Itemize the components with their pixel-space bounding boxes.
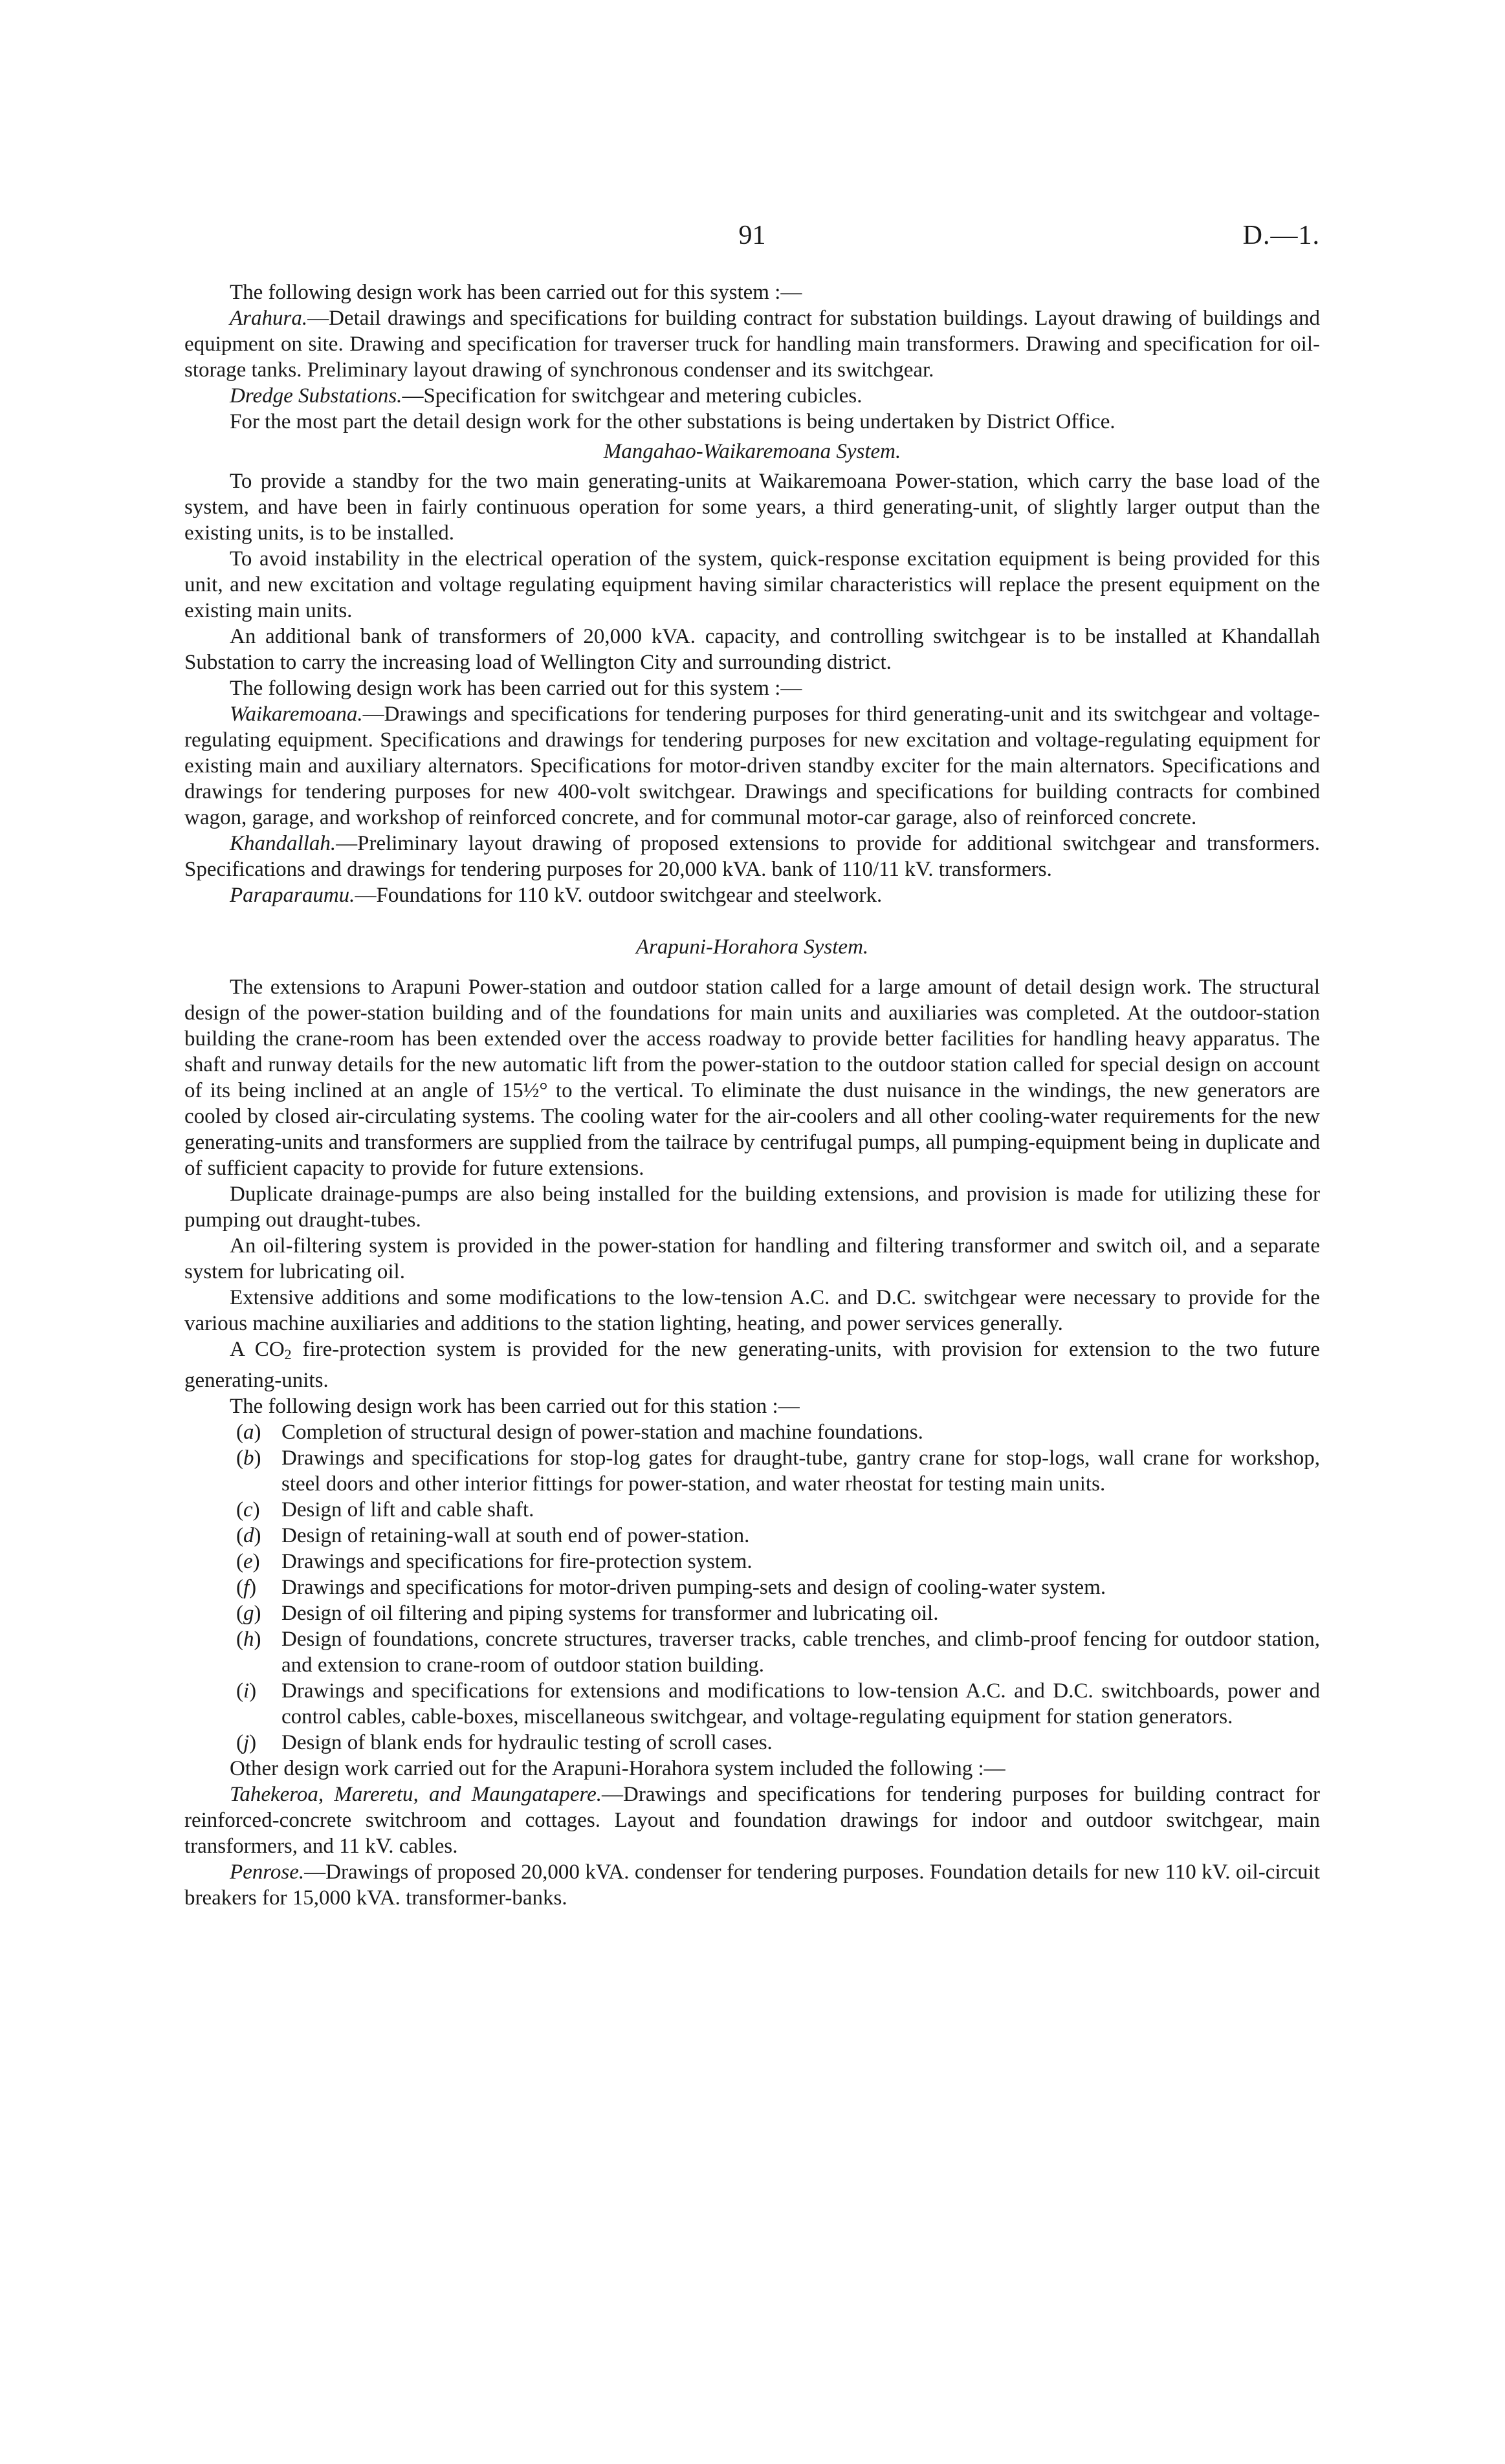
paragraph: The following design work has been carried out for this system :— xyxy=(230,677,802,700)
page-number: 91 xyxy=(738,221,766,250)
item-text: —Detail drawings and specifications for building contract for substation buildings. Layout drawing of buildings and equipment on site. Drawing and specification for traverser truck for handling main transformers. Drawing and specification for oil-storage tanks. Preliminary layout drawing of synchronous condenser and its switchgear. xyxy=(184,307,1320,382)
arahura-intro: The following design work has been carried out for this system :— xyxy=(230,281,802,304)
item-name: Waikaremoana. xyxy=(230,703,363,726)
list-intro: The following design work has been carried out for this station :— xyxy=(230,1395,800,1418)
section-heading-mangahao: Mangahao-Waikaremoana System. xyxy=(603,440,901,463)
paragraph: Extensive additions and some modifications to the low-tension A.C. and D.C. switchgear were necessary to provide for the various machine auxiliaries and additions to the station lighting, heating, and power services generally. xyxy=(184,1286,1320,1335)
item-text: —Drawings of proposed 20,000 kVA. condenser for tendering purposes. Foundation details for new 110 kV. oil-circuit breakers for 15,000 kVA. transformer-banks. xyxy=(184,1860,1320,1910)
list-label: (b) xyxy=(236,1446,261,1470)
list-item xyxy=(184,1730,1320,1756)
item-name: Tahekeroa, Mareretu, and Maungatapere. xyxy=(230,1783,602,1806)
paragraph: An additional bank of transformers of 20,000 kVA. capacity, and controlling switchgear is to be installed at Khandallah Substation to carry the increasing load of Wellington City and surrounding district. xyxy=(184,625,1320,674)
dredge-item xyxy=(184,383,1320,409)
document-code: D.—1. xyxy=(1242,221,1320,250)
list-item xyxy=(184,1626,1320,1678)
item-text: —Preliminary layout drawing of proposed extensions to provide for additional switchgear and transformers. Specifications and drawings for tendering purposes for 20,000 kVA. bank of 110/11 kV. transformers. xyxy=(184,832,1320,881)
list-item-text: Design of retaining-wall at south end of power-station. xyxy=(281,1524,750,1547)
co2-paragraph xyxy=(184,1336,1320,1393)
list-item-text: Design of oil filtering and piping systems for transformer and lubricating oil. xyxy=(281,1602,939,1625)
list-item xyxy=(184,1523,1320,1549)
list-item-text: Drawings and specifications for extensions and modifications to low-tension A.C. and D.C. switchboards, power and control cables, cable-boxes, miscellaneous switchgear, and voltage-regulating equipment for station generators. xyxy=(281,1679,1320,1728)
other-work-intro: Other design work carried out for the Arapuni-Horahora system included the following :— xyxy=(230,1757,1005,1780)
waikaremoana-item xyxy=(184,701,1320,831)
paragraph: The extensions to Arapuni Power-station and outdoor station called for a large amount of detail design work. The structural design of the power-station building and of the foundations for main units and auxiliaries was completed. At the outdoor-station building the crane-room has been extended over the access roadway to provide better facilities for handling heavy apparatus. The shaft and runway details for the new automatic lift from the power-station to the outdoor station called for special design on account of its being inclined at an angle of 15½° to the vertical. To eliminate the dust nuisance in the windings, the new generators are cooled by closed air-circulating systems. The cooling water for the air-coolers and all other cooling-water requirements for the new generating-units and transformers are supplied from the tailrace by centrifugal pumps, all pumping-equipment being in duplicate and of sufficient capacity to provide for future extensions. xyxy=(184,976,1320,1180)
list-item-text: Drawings and specifications for stop-log gates for draught-tube, gantry crane for stop-logs, wall crane for workshop, steel doors and other interior fittings for power-station, and water rheostat for testing main units. xyxy=(281,1446,1320,1496)
list-label: (c) xyxy=(236,1498,260,1521)
co2-text-end: fire-protection system is provided for the new generating-units, with provision for extension to the two future generating-units. xyxy=(184,1338,1320,1392)
list-item-text: Design of lift and cable shaft. xyxy=(281,1498,534,1521)
list-item xyxy=(184,1575,1320,1600)
list-label: (j) xyxy=(236,1731,257,1754)
list-item xyxy=(184,1497,1320,1523)
item-name: Dredge Substations. xyxy=(230,384,402,408)
khandallah-item xyxy=(184,831,1320,882)
list-item xyxy=(184,1445,1320,1497)
list-label: (d) xyxy=(236,1524,261,1547)
list-label: (g) xyxy=(236,1602,261,1625)
list-label: (a) xyxy=(236,1421,261,1444)
item-name: Khandallah. xyxy=(230,832,336,855)
co2-subscript: 2 xyxy=(284,1346,292,1362)
penrose-item xyxy=(184,1859,1320,1911)
body-text xyxy=(184,279,1320,1911)
list-item-text: Completion of structural design of power-station and machine foundations. xyxy=(281,1421,923,1444)
arahura-item xyxy=(184,305,1320,383)
paragraph: Duplicate drainage-pumps are also being installed for the building extensions, and provision is made for utilizing these for pumping out draught-tubes. xyxy=(184,1183,1320,1232)
design-work-list xyxy=(184,1419,1320,1756)
item-text: —Specification for switchgear and metering cubicles. xyxy=(402,384,862,408)
list-item xyxy=(184,1549,1320,1575)
list-label: (e) xyxy=(236,1550,260,1573)
list-item xyxy=(184,1419,1320,1445)
co2-text-start: A CO xyxy=(230,1338,285,1361)
list-item xyxy=(184,1600,1320,1626)
district-note: For the most part the detail design work for the other substations is being undertaken by District Office. xyxy=(230,410,1115,433)
paragraph: An oil-filtering system is provided in the power-station for handling and filtering transformer and switch oil, and a separate system for lubricating oil. xyxy=(184,1234,1320,1283)
list-item-text: Drawings and specifications for fire-protection system. xyxy=(281,1550,752,1573)
paraparaumu-item xyxy=(184,882,1320,908)
list-item xyxy=(184,1678,1320,1730)
list-item-text: Drawings and specifications for motor-driven pumping-sets and design of cooling-water system. xyxy=(281,1576,1106,1599)
item-name: Paraparaumu. xyxy=(230,884,355,907)
tahekeroa-item xyxy=(184,1782,1320,1859)
list-item-text: Design of blank ends for hydraulic testing of scroll cases. xyxy=(281,1731,773,1754)
page-header xyxy=(184,220,1320,259)
list-label: (f) xyxy=(236,1576,257,1599)
list-label: (h) xyxy=(236,1628,261,1651)
paragraph: To avoid instability in the electrical operation of the system, quick-response excitation equipment is being provided for this unit, and new excitation and voltage regulating equipment having similar characteristics will replace the present equipment on the existing main units. xyxy=(184,547,1320,622)
item-name: Penrose. xyxy=(230,1860,305,1884)
list-label: (i) xyxy=(236,1679,257,1703)
item-text: —Foundations for 110 kV. outdoor switchgear and steelwork. xyxy=(355,884,883,907)
paragraph: To provide a standby for the two main generating-units at Waikaremoana Power-station, which carry the base load of the system, and have been in fairly continuous operation for some years, a third generating-unit, of slightly larger output than the existing units, is to be installed. xyxy=(184,470,1320,545)
item-name: Arahura. xyxy=(230,307,308,330)
section-heading-arapuni: Arapuni-Horahora System. xyxy=(635,935,869,959)
item-text: —Drawings and specifications for tendering purposes for third generating-unit and its switchgear and voltage-regulating equipment. Specifications and drawings for tendering purposes for new excitation and voltage-regulating equipment for existing main and auxiliary alternators. Specifications for motor-driven standby exciter for the main alternators. Specifications and drawings for tendering purposes for new 400-volt switchgear. Drawings and specifications for building contracts for combined wagon, garage, and workshop of reinforced concrete, and for communal motor-car garage, also of reinforced concrete. xyxy=(184,703,1320,829)
list-item-text: Design of foundations, concrete structures, traverser tracks, cable trenches, and climb-proof fencing for outdoor station, and extension to crane-room of outdoor station building. xyxy=(281,1628,1320,1677)
item-text: —Drawings and specifications for tendering purposes for building contract for reinforced-concrete switchroom and cottages. Layout and foundation drawings for indoor and outdoor switchgear, main transformers, and 11 kV. cables. xyxy=(184,1783,1320,1858)
